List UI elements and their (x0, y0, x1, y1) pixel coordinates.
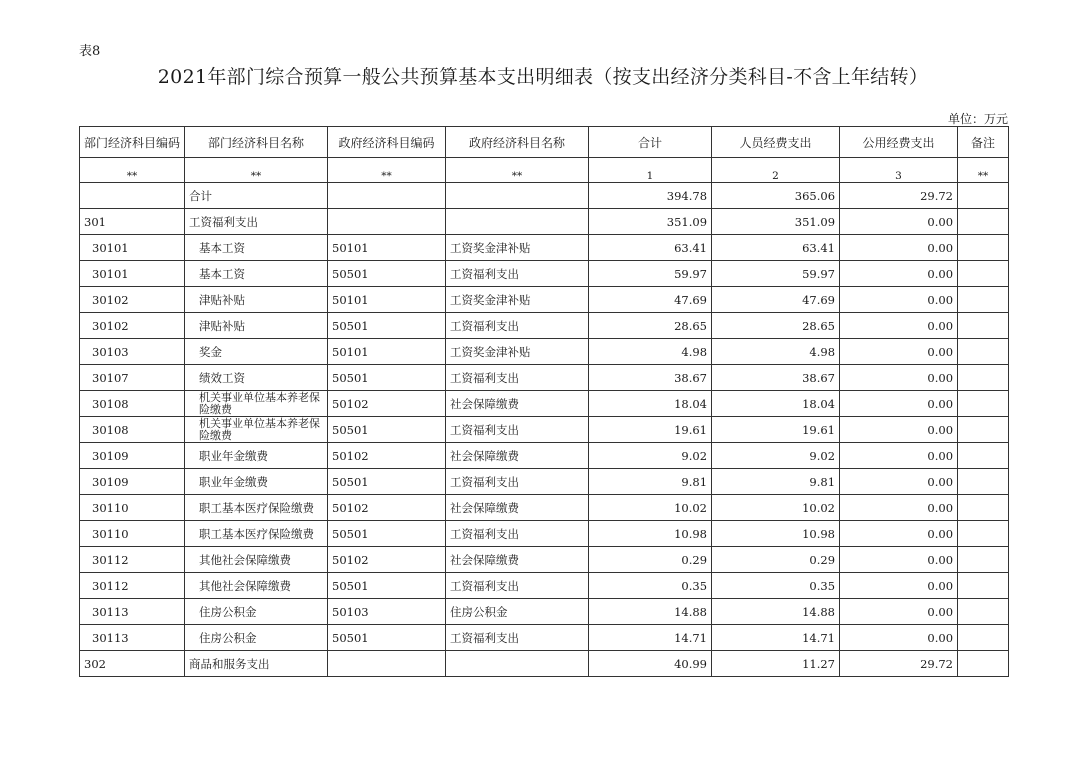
cell-gov-code: 50501 (328, 417, 446, 443)
cell-dept-name: 职工基本医疗保险缴费 (185, 495, 328, 521)
header-note: 备注 (958, 127, 1009, 158)
cell-total: 10.98 (589, 521, 712, 547)
cell-total: 28.65 (589, 313, 712, 339)
cell-total: 19.61 (589, 417, 712, 443)
cell-public: 29.72 (840, 183, 958, 209)
cell-public: 0.00 (840, 625, 958, 651)
cell-gov-code: 50103 (328, 599, 446, 625)
cell-personnel: 0.29 (712, 547, 840, 573)
cell-gov-code: 50501 (328, 573, 446, 599)
cell-public: 0.00 (840, 573, 958, 599)
cell-dept-name: 合计 (185, 183, 328, 209)
subheader-row (80, 158, 1009, 183)
cell-personnel: 10.98 (712, 521, 840, 547)
cell-public: 0.00 (840, 521, 958, 547)
cell-public: 29.72 (840, 651, 958, 677)
cell-dept-name: 职业年金缴费 (185, 469, 328, 495)
cell-gov-name: 社会保障缴费 (446, 495, 589, 521)
budget-table (79, 126, 1009, 677)
cell-note (958, 599, 1009, 625)
cell-gov-name: 住房公积金 (446, 599, 589, 625)
cell-dept-name: 津贴补贴 (185, 313, 328, 339)
cell-gov-code: 50102 (328, 547, 446, 573)
cell-total: 14.71 (589, 625, 712, 651)
cell-public: 0.00 (840, 443, 958, 469)
table-row (80, 209, 1009, 235)
cell-gov-name (446, 183, 589, 209)
cell-note (958, 261, 1009, 287)
cell-total: 59.97 (589, 261, 712, 287)
cell-gov-name: 工资福利支出 (446, 573, 589, 599)
subheader-total: 1 (589, 158, 712, 183)
cell-personnel: 4.98 (712, 339, 840, 365)
cell-gov-name (446, 209, 589, 235)
cell-gov-name: 工资福利支出 (446, 365, 589, 391)
cell-total: 10.02 (589, 495, 712, 521)
table-row (80, 443, 1009, 469)
cell-dept-name: 工资福利支出 (185, 209, 328, 235)
cell-total: 351.09 (589, 209, 712, 235)
cell-personnel: 365.06 (712, 183, 840, 209)
cell-gov-name: 工资福利支出 (446, 625, 589, 651)
header-dept-code: 部门经济科目编码 (80, 127, 185, 158)
cell-dept-code: 301 (80, 209, 185, 235)
table-row (80, 573, 1009, 599)
subheader-gov-name: ** (446, 158, 589, 183)
unit-label: 单位：万元 (947, 112, 1008, 126)
cell-dept-code: 30101 (80, 261, 185, 287)
cell-personnel: 14.71 (712, 625, 840, 651)
cell-total: 40.99 (589, 651, 712, 677)
cell-dept-code: 30112 (80, 573, 185, 599)
cell-personnel: 47.69 (712, 287, 840, 313)
cell-gov-code: 50102 (328, 495, 446, 521)
cell-dept-code: 30102 (80, 287, 185, 313)
table-row (80, 365, 1009, 391)
cell-public: 0.00 (840, 313, 958, 339)
cell-total: 63.41 (589, 235, 712, 261)
cell-gov-name: 社会保障缴费 (446, 443, 589, 469)
header-dept-name: 部门经济科目名称 (185, 127, 328, 158)
cell-personnel: 0.35 (712, 573, 840, 599)
cell-gov-name (446, 651, 589, 677)
cell-gov-code: 50101 (328, 339, 446, 365)
cell-dept-name: 津贴补贴 (185, 287, 328, 313)
page-title: 2021年部门综合预算一般公共预算基本支出明细表（按支出经济分类科目-不含上年结转） (157, 66, 929, 88)
cell-total: 47.69 (589, 287, 712, 313)
cell-note (958, 209, 1009, 235)
cell-gov-name: 工资福利支出 (446, 417, 589, 443)
cell-dept-code: 30101 (80, 235, 185, 261)
cell-dept-code: 30103 (80, 339, 185, 365)
cell-public: 0.00 (840, 599, 958, 625)
table-row (80, 599, 1009, 625)
cell-dept-code: 30108 (80, 417, 185, 443)
cell-public: 0.00 (840, 261, 958, 287)
table-row (80, 313, 1009, 339)
cell-total: 14.88 (589, 599, 712, 625)
cell-personnel: 11.27 (712, 651, 840, 677)
cell-public: 0.00 (840, 235, 958, 261)
table-row (80, 391, 1009, 417)
cell-gov-code: 50501 (328, 313, 446, 339)
cell-personnel: 351.09 (712, 209, 840, 235)
cell-personnel: 59.97 (712, 261, 840, 287)
cell-note (958, 339, 1009, 365)
cell-personnel: 18.04 (712, 391, 840, 417)
cell-dept-name: 住房公积金 (185, 625, 328, 651)
cell-note (958, 443, 1009, 469)
cell-note (958, 183, 1009, 209)
cell-dept-code: 30102 (80, 313, 185, 339)
table-row (80, 183, 1009, 209)
table-row (80, 261, 1009, 287)
cell-dept-code: 30107 (80, 365, 185, 391)
cell-gov-name: 工资奖金津补贴 (446, 339, 589, 365)
cell-gov-name: 工资奖金津补贴 (446, 235, 589, 261)
cell-dept-name: 职业年金缴费 (185, 443, 328, 469)
cell-note (958, 495, 1009, 521)
cell-dept-code (80, 183, 185, 209)
cell-dept-code: 302 (80, 651, 185, 677)
cell-gov-code: 50501 (328, 469, 446, 495)
cell-gov-name: 社会保障缴费 (446, 547, 589, 573)
cell-public: 0.00 (840, 417, 958, 443)
cell-note (958, 625, 1009, 651)
cell-dept-code: 30112 (80, 547, 185, 573)
header-gov-code: 政府经济科目编码 (328, 127, 446, 158)
cell-dept-name: 绩效工资 (185, 365, 328, 391)
table-row (80, 651, 1009, 677)
table-row (80, 625, 1009, 651)
cell-dept-name: 机关事业单位基本养老保险缴费 (185, 391, 328, 417)
cell-personnel: 9.02 (712, 443, 840, 469)
subheader-gov-code: ** (328, 158, 446, 183)
cell-gov-code: 50102 (328, 443, 446, 469)
cell-gov-name: 工资福利支出 (446, 469, 589, 495)
cell-gov-name: 工资福利支出 (446, 261, 589, 287)
cell-gov-code (328, 183, 446, 209)
header-public: 公用经费支出 (840, 127, 958, 158)
cell-total: 9.81 (589, 469, 712, 495)
cell-note (958, 547, 1009, 573)
subheader-public: 3 (840, 158, 958, 183)
cell-public: 0.00 (840, 209, 958, 235)
header-gov-name: 政府经济科目名称 (446, 127, 589, 158)
cell-note (958, 521, 1009, 547)
cell-public: 0.00 (840, 495, 958, 521)
cell-total: 0.29 (589, 547, 712, 573)
subheader-note: ** (958, 158, 1009, 183)
cell-total: 4.98 (589, 339, 712, 365)
cell-note (958, 287, 1009, 313)
cell-gov-name: 工资福利支出 (446, 521, 589, 547)
cell-dept-name: 商品和服务支出 (185, 651, 328, 677)
cell-dept-code: 30110 (80, 495, 185, 521)
cell-public: 0.00 (840, 339, 958, 365)
cell-dept-name: 奖金 (185, 339, 328, 365)
cell-dept-name: 基本工资 (185, 261, 328, 287)
cell-dept-name: 其他社会保障缴费 (185, 573, 328, 599)
cell-personnel: 19.61 (712, 417, 840, 443)
table-label: 表8 (79, 44, 101, 59)
cell-note (958, 235, 1009, 261)
cell-dept-name: 机关事业单位基本养老保险缴费 (185, 417, 328, 443)
cell-public: 0.00 (840, 547, 958, 573)
cell-gov-code: 50501 (328, 365, 446, 391)
cell-personnel: 38.67 (712, 365, 840, 391)
cell-gov-code (328, 209, 446, 235)
cell-note (958, 573, 1009, 599)
cell-public: 0.00 (840, 391, 958, 417)
table-row (80, 495, 1009, 521)
table-row (80, 339, 1009, 365)
header-personnel: 人员经费支出 (712, 127, 840, 158)
table-row (80, 235, 1009, 261)
header-row (80, 127, 1009, 158)
table-row (80, 547, 1009, 573)
cell-dept-code: 30108 (80, 391, 185, 417)
cell-total: 394.78 (589, 183, 712, 209)
cell-personnel: 63.41 (712, 235, 840, 261)
cell-note (958, 313, 1009, 339)
cell-personnel: 9.81 (712, 469, 840, 495)
cell-dept-name: 住房公积金 (185, 599, 328, 625)
cell-gov-code: 50102 (328, 391, 446, 417)
cell-gov-code: 50501 (328, 261, 446, 287)
cell-gov-code: 50101 (328, 235, 446, 261)
cell-public: 0.00 (840, 365, 958, 391)
cell-note (958, 391, 1009, 417)
cell-gov-name: 工资福利支出 (446, 313, 589, 339)
cell-dept-code: 30113 (80, 625, 185, 651)
table-row (80, 469, 1009, 495)
cell-gov-name: 社会保障缴费 (446, 391, 589, 417)
cell-dept-code: 30109 (80, 443, 185, 469)
table-row (80, 417, 1009, 443)
table-body (80, 183, 1009, 677)
cell-public: 0.00 (840, 469, 958, 495)
cell-dept-name: 职工基本医疗保险缴费 (185, 521, 328, 547)
cell-dept-code: 30109 (80, 469, 185, 495)
subheader-dept-code: ** (80, 158, 185, 183)
cell-total: 9.02 (589, 443, 712, 469)
cell-dept-code: 30110 (80, 521, 185, 547)
cell-total: 0.35 (589, 573, 712, 599)
cell-note (958, 417, 1009, 443)
table-row (80, 287, 1009, 313)
cell-dept-name: 其他社会保障缴费 (185, 547, 328, 573)
cell-total: 18.04 (589, 391, 712, 417)
cell-personnel: 14.88 (712, 599, 840, 625)
cell-gov-code: 50501 (328, 625, 446, 651)
cell-note (958, 365, 1009, 391)
cell-dept-name: 基本工资 (185, 235, 328, 261)
cell-gov-code (328, 651, 446, 677)
cell-total: 38.67 (589, 365, 712, 391)
cell-note (958, 651, 1009, 677)
cell-personnel: 10.02 (712, 495, 840, 521)
cell-gov-code: 50101 (328, 287, 446, 313)
cell-gov-name: 工资奖金津补贴 (446, 287, 589, 313)
cell-gov-code: 50501 (328, 521, 446, 547)
cell-dept-code: 30113 (80, 599, 185, 625)
cell-note (958, 469, 1009, 495)
cell-public: 0.00 (840, 287, 958, 313)
table-row (80, 521, 1009, 547)
subheader-dept-name: ** (185, 158, 328, 183)
subheader-personnel: 2 (712, 158, 840, 183)
header-total: 合计 (589, 127, 712, 158)
cell-personnel: 28.65 (712, 313, 840, 339)
